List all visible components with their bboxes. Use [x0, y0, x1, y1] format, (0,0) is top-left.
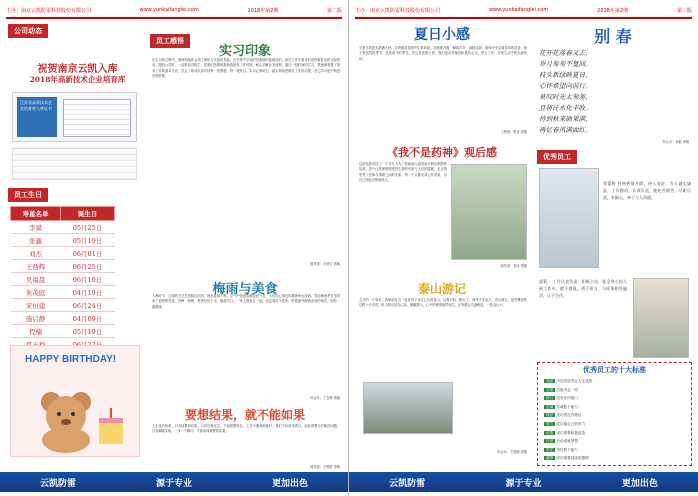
standard-text: 成功靠自己的努力 — [556, 421, 586, 426]
publisher: 主办：南京云凯防雷科技股份有限公司 — [355, 7, 441, 14]
footer-slogan-3: 更加出色 — [271, 478, 308, 489]
standard-item — [544, 420, 686, 429]
poem-line: 再忆春风满面红。 — [539, 126, 592, 134]
birthday-card-text: HAPPY BIRTHDAY! — [25, 354, 117, 365]
date-cell: 05月25日 — [60, 221, 114, 234]
news-subheadline: 2018年高新技术企业培育库 — [29, 75, 126, 84]
certificate-cover: 江苏省高新技术企业培育库入库证书 — [17, 97, 57, 137]
article-body-results: 人生没有如果，只有结果和后果。与其后悔过去，不如把握现在。工作中遇到困难时，我们不应该找借口，而应该想办法解决问题。只有脚踏实地、一步一个脚印，才能取得理想的成果。 — [152, 424, 340, 434]
date-cell: 04月09日 — [60, 312, 114, 325]
standard-item — [544, 446, 686, 455]
article-author-movie: 商务部：刘冰 供稿 — [500, 264, 527, 268]
name-cell: 朱茂庭 — [11, 286, 61, 299]
certificate-image — [12, 92, 137, 142]
name-cell: 程楠 — [11, 325, 61, 338]
standards-title: 优秀员工的十大标准 — [583, 365, 646, 374]
standards-box — [537, 362, 692, 466]
standard-key: 行动 — [546, 439, 554, 444]
date-cell: 06月01日 — [60, 247, 114, 260]
standard-text: 忠诚胜于能力 — [556, 404, 578, 409]
standard-text: 成功者没有捷径 — [556, 413, 582, 418]
name-cell: 李斌 — [11, 221, 61, 234]
table-row — [11, 234, 115, 247]
standard-key: 激情 — [546, 456, 554, 461]
header-rule — [355, 17, 692, 19]
name-cell: 刘杰 — [11, 247, 61, 260]
standard-item — [544, 377, 686, 386]
poem-line: 岁月匆匆不复回。 — [539, 60, 592, 68]
insight-tag: 员工感悟 — [150, 34, 190, 48]
table-row — [11, 260, 115, 273]
standard-item — [544, 429, 686, 438]
news-tag: 公司动态 — [8, 24, 48, 38]
poem-line: 待到秋来硕果满， — [539, 115, 592, 123]
staff-profile-2: 梁莉 一工作认真负责，积极主动，能全身心投入到工作中，敢于挑战，勇于担当，与同事相处融洽，乐于合作。 — [539, 279, 627, 298]
poem-author: 综合办：李艳 供稿 — [662, 140, 689, 144]
standard-text: 没有任何借口 — [556, 396, 578, 401]
name-cell: 吴福晨 — [11, 273, 61, 286]
page-header — [6, 4, 342, 16]
news-headline: 祝贺南京云凯入库 — [37, 64, 118, 75]
standard-key: 借口 — [546, 396, 554, 401]
page-footer — [0, 472, 348, 492]
standard-item — [544, 394, 686, 403]
table-row — [11, 247, 115, 260]
poem-line: 心怀希望向前行。 — [539, 82, 592, 90]
article-body-internship: 在实习的过程中，我深刻地体会到了理论与实践的差距。在学校中学到的是系统的基础知识，而在工作中面对的是纷繁复杂的实际情况。刚到公司时，一切都显得陌生，同事们热情地帮助我熟悉工作环境，耐心讲解业务流程。通过一段时间的学习，我逐渐掌握了财务工作的基本方法，学会了如何认真对待每一张票据、每一笔账目。实习让我明白，踏实细致是做好工作的前提，虚心学习是不断进步的阶梯。 — [152, 58, 340, 78]
table-row — [11, 325, 115, 338]
birthday-tag: 员工生日 — [8, 188, 48, 202]
standards-list — [544, 377, 686, 463]
teddy-bear-icon — [21, 374, 131, 454]
page-number: 第三版 — [676, 7, 692, 14]
date-cell: 05月19日 — [60, 234, 114, 247]
page-footer — [349, 472, 698, 492]
article-author-internship: 财务部：卢徐宇 供稿 — [310, 262, 340, 266]
standard-text: 内在品质决定人生成败 — [556, 379, 593, 383]
standard-key: 创造 — [546, 430, 554, 435]
website: www.yunkaifanglei.com — [488, 7, 549, 13]
article-title-mount-tai: 泰山游记 — [417, 282, 466, 296]
article-title-movie: 《我不是药神》观后感 — [387, 146, 497, 159]
table-row — [11, 273, 115, 286]
header-rule — [6, 17, 342, 19]
article-body-mount-tai: 五月的一个周末，我和朋友们一起来到了向往已久的泰山。沿着石阶一路向上，两旁古木参天，奇石林立。虽然攀登的过程十分辛苦，但当我们站在山顶，俯瞰群山，心中的豪情油然而生。正所谓会当凌绝顶，一览众山小。 — [359, 298, 527, 308]
name-cell: 王西辉 — [11, 260, 61, 273]
col-date-header: 诞生日 — [60, 207, 114, 221]
poem-body — [539, 48, 689, 136]
name-cell: 施启静 — [11, 312, 61, 325]
article-body-summer: 当夏日的阳光洒满大地，万物都显得格外生机勃勃。清晨推开窗，蝉鸣声声，绿树成荫，微风中夹杂着花草的清香。夏天是热烈的季节，也是奋斗的季节。在这炎炎夏日里，我们更应该保持积极的心态，努力工作，享受生活中的点滴美好。 — [359, 46, 527, 61]
article-title-plum-rain: 梅雨与美食 — [212, 282, 278, 297]
staff-profile-1: 常蕾婷 性格热情开朗，待人友好，为人诚实谦虚，工作勤奋，认真负责，能吃苦耐劳，尽职尽责，有耐心，善于与人沟通。 — [603, 181, 691, 200]
standard-key: 努力 — [546, 421, 554, 426]
date-cell: 06月25日 — [60, 260, 114, 273]
article-author-plum-rain: 综合办：丁宝锋 供稿 — [310, 396, 340, 400]
birthday-card — [10, 345, 140, 457]
standard-text: 行动成就梦想 — [556, 439, 578, 444]
table-row — [11, 221, 115, 234]
issue: 2018年第2期 — [247, 7, 279, 14]
article-body-plum-rain: 入梅时节，江南的天空总是阴沉沉的，细雨连绵不断。空气中弥漫着潮湿的气息，人们的心情也仿佛被雨水浸润。然而梅雨季节也带来了独特的美食，青梅、杨梅、枇杷纷纷上市，酸甜可口。一家人围坐在一起，品尝着时令佳肴，听着窗外淅淅沥沥的雨声，别有一番滋味。 — [152, 294, 340, 309]
standard-key: 捷径 — [546, 413, 554, 418]
standard-text: 态度决定一切 — [556, 387, 578, 392]
article-body-movie: 这部电影讲述了一个平凡人为了救助病人而冒险代购仿制药的故事。影片让我深刻感受到生命的可贵与人性的温暖，也让我思考了法律与情理之间的关系。每一个人都应该心怀善意，尽自己所能去帮助他人。 — [359, 162, 447, 182]
photo-staff-2 — [633, 278, 689, 358]
poem-title: 别 春 — [594, 27, 632, 46]
photo-mountain — [363, 382, 453, 434]
poem-line: 莫叹时光太匆匆， — [539, 93, 592, 101]
footer-slogan-1: 云凯防雷 — [389, 478, 426, 489]
name-cell: 张鑫 — [11, 234, 61, 247]
standard-item — [544, 386, 686, 395]
page-3 — [349, 0, 698, 496]
page-number: 第二版 — [326, 7, 342, 14]
staff-tag: 优秀员工 — [537, 150, 577, 164]
standard-item — [544, 411, 686, 420]
standard-text: 责任胜于能力 — [556, 447, 578, 452]
footer-slogan-3: 更加出色 — [621, 478, 658, 489]
poem-line: 枝头新绿映夏日， — [539, 71, 592, 79]
poem-line: 花开花落春又去， — [539, 49, 592, 57]
article-title-results: 要想结果，就不能如果 — [184, 408, 305, 422]
table-row — [11, 299, 115, 312]
standard-text: 成功需要积极创造 — [556, 430, 586, 435]
certificate-table — [63, 99, 131, 137]
footer-slogan-2: 源于专业 — [155, 478, 192, 489]
issue: 2018年第2期 — [597, 7, 629, 14]
name-cell: 宋恒建 — [11, 299, 61, 312]
standard-item — [544, 403, 686, 412]
article-title-summer: 夏日小感 — [414, 27, 470, 43]
standard-text: 成功需要持续的激情 — [556, 456, 589, 461]
poem-line: 且将汗水化丰收。 — [539, 104, 592, 112]
date-cell: 05月19日 — [60, 325, 114, 338]
date-cell: 06月10日 — [60, 273, 114, 286]
footer-slogan-2: 源于专业 — [505, 478, 542, 489]
birthday-table — [10, 206, 115, 351]
article-author-results: 财务部：王锦珍 供稿 — [310, 465, 340, 469]
page-header — [355, 4, 692, 16]
standard-key: 忠诚 — [546, 404, 554, 409]
photo-person-outdoor — [451, 164, 527, 260]
col-name-header: 寿星名单 — [11, 207, 61, 221]
standard-key: 品质 — [546, 379, 554, 383]
standard-item — [544, 437, 686, 446]
photo-staff-1 — [539, 168, 599, 268]
date-cell: 06月24日 — [60, 299, 114, 312]
article-title-internship: 实习印象 — [218, 44, 271, 59]
date-cell: 04月19日 — [60, 286, 114, 299]
publisher: 主办：南京云凯防雷科技股份有限公司 — [6, 7, 92, 14]
article-author-summer: 工程部：程亚 供稿 — [500, 130, 527, 134]
footer-slogan-1: 云凯防雷 — [39, 478, 76, 489]
table-row — [11, 312, 115, 325]
table-row — [11, 286, 115, 299]
website: www.yunkaifanglei.com — [139, 7, 199, 13]
certificate-list-image — [12, 148, 137, 180]
standard-key: 态度 — [546, 387, 554, 392]
article-author-mount-tai: 综合办：王锦珍 供稿 — [497, 450, 527, 454]
standard-item — [544, 454, 686, 463]
standard-key: 责任 — [546, 447, 554, 452]
